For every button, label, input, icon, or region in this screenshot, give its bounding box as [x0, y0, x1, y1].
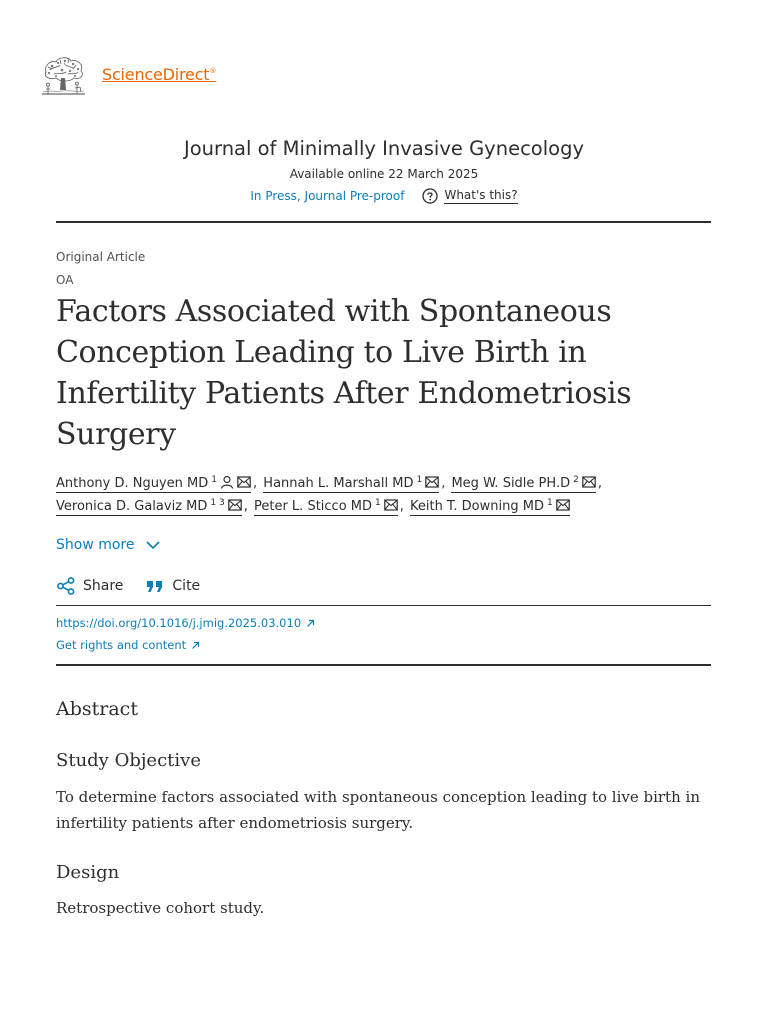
author-affiliation: 1 [211, 475, 218, 485]
author-link[interactable] [56, 499, 242, 516]
rights-text: Get rights and content [56, 638, 187, 652]
mail-icon [237, 476, 251, 488]
author-affiliation: 1 3 [210, 498, 225, 508]
rights-link[interactable] [56, 638, 200, 652]
site-header [40, 56, 216, 96]
question-circle-icon [422, 188, 438, 204]
header-divider [56, 221, 711, 223]
article-actions [56, 576, 222, 596]
registered-mark: ® [209, 66, 217, 75]
quote-icon [145, 576, 165, 596]
author-separator: , [243, 499, 248, 514]
whats-this-button[interactable] [422, 188, 517, 204]
section-heading: Design [56, 862, 120, 883]
elsevier-tree-logo-icon [40, 56, 87, 96]
author-affiliation: 1 [375, 498, 381, 508]
author-name: Peter L. Sticco MD [253, 499, 373, 514]
author-separator: , [399, 499, 404, 514]
publication-status-row [0, 187, 768, 205]
author-link[interactable] [451, 476, 595, 493]
section-heading: Study Objective [56, 750, 201, 771]
person-icon [220, 475, 234, 489]
chevron-down-icon [145, 537, 161, 553]
article-type: Original Article [56, 250, 146, 264]
author-separator: , [597, 476, 602, 491]
author-name: Anthony D. Nguyen MD [56, 476, 209, 491]
sciencedirect-home-link[interactable] [102, 65, 216, 84]
author-link[interactable] [56, 476, 251, 493]
cite-label: Cite [172, 578, 201, 594]
share-icon [56, 576, 76, 596]
cite-button[interactable] [145, 576, 200, 596]
author-list [56, 472, 716, 518]
actions-divider [56, 605, 711, 606]
section-text: Retrospective cohort study. [56, 899, 265, 917]
mail-icon [425, 476, 439, 488]
author-name: Hannah L. Marshall MD [263, 476, 414, 491]
section-text: To determine factors associated with spontaneous conception leading to live birth in infertility patients after endometriosis surgery. [56, 788, 700, 832]
brand-name: ScienceDirect [102, 64, 210, 84]
in-press-link[interactable]: In Press, Journal Pre-proof [250, 189, 405, 203]
elsevier-logo-link[interactable] [40, 56, 87, 96]
author-name: Veronica D. Galaviz MD [56, 499, 208, 514]
external-link-icon [306, 619, 315, 628]
doi-text: https://doi.org/10.1016/j.jmig.2025.03.010 [56, 616, 302, 630]
author-affiliation: 2 [573, 475, 579, 485]
share-button[interactable] [56, 576, 123, 596]
publication-info [0, 134, 768, 205]
author-link[interactable] [254, 499, 398, 516]
article-title: Factors Associated with Spontaneous Conception Leading to Live Birth in Infertility Patients After Endometriosis Surgery [56, 294, 632, 452]
show-more-button[interactable] [56, 537, 161, 553]
links-divider [56, 664, 711, 666]
available-online-date: Available online 22 March 2025 [289, 167, 479, 181]
whats-this-label: What's this? [444, 188, 518, 202]
author-link[interactable] [263, 476, 439, 493]
doi-link[interactable] [56, 616, 315, 630]
share-label: Share [83, 578, 124, 594]
author-separator: , [253, 476, 258, 491]
show-more-label: Show more [56, 537, 135, 553]
journal-title-link[interactable]: Journal of Minimally Invasive Gynecology [183, 137, 584, 160]
author-link[interactable] [410, 499, 570, 516]
open-access-label: OA [56, 273, 74, 287]
mail-icon [228, 499, 242, 511]
author-affiliation: 1 [416, 475, 423, 485]
author-name: Keith T. Downing MD [410, 499, 544, 514]
external-link-icon [191, 641, 200, 650]
author-affiliation: 1 [546, 498, 553, 508]
author-name: Meg W. Sidle PH.D [451, 476, 571, 491]
mail-icon [556, 499, 570, 511]
mail-icon [582, 476, 596, 488]
author-separator: , [441, 476, 446, 491]
mail-icon [384, 499, 398, 511]
abstract-heading: Abstract [56, 698, 138, 720]
